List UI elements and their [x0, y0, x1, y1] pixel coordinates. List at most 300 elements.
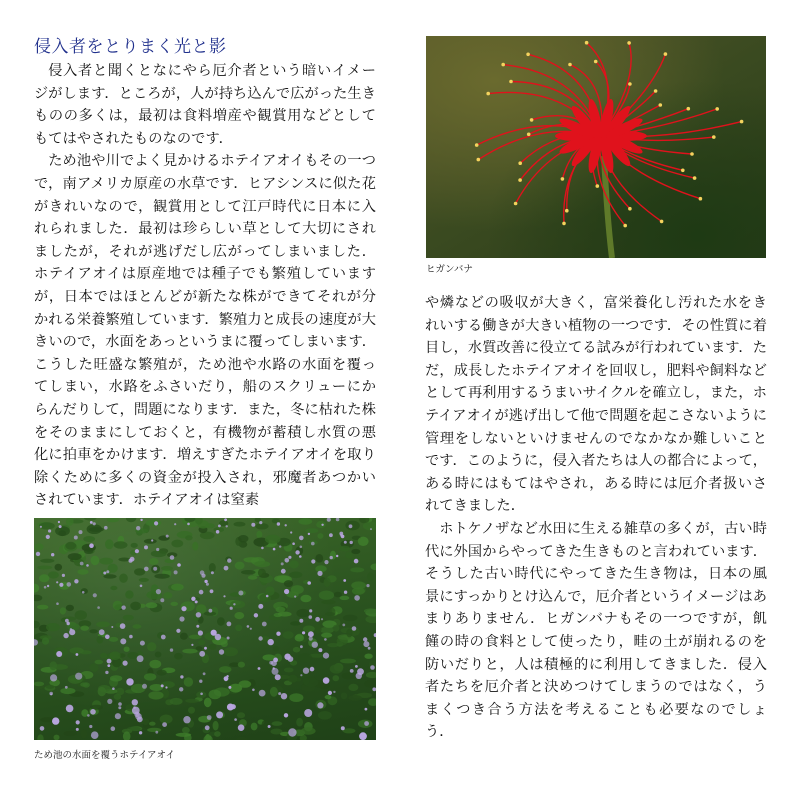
flower-mark: [174, 523, 176, 525]
leaf-mark: [60, 607, 66, 614]
flower-mark: [227, 558, 231, 562]
leaf-mark: [319, 591, 334, 600]
flower-mark: [63, 633, 68, 638]
flower-mark: [191, 644, 193, 646]
leaf-mark: [146, 602, 158, 608]
leaf-mark: [55, 564, 63, 571]
flower-mark: [329, 533, 333, 537]
leaf-mark: [352, 587, 365, 594]
flower-mark: [129, 635, 133, 639]
flower-mark: [161, 684, 164, 687]
anther-mark: [628, 82, 632, 86]
flower-mark: [62, 574, 65, 577]
leaf-mark: [317, 533, 323, 539]
leaf-mark: [325, 695, 332, 699]
flower-mark: [295, 550, 299, 554]
leaf-mark: [235, 562, 245, 570]
flower-mark: [142, 684, 147, 689]
flower-mark: [272, 668, 279, 675]
leaf-mark: [366, 672, 376, 678]
flower-mark: [323, 677, 330, 684]
leaf-mark: [174, 653, 183, 660]
leaf-mark: [327, 643, 339, 647]
leaf-mark: [160, 715, 173, 724]
flower-mark: [176, 629, 180, 633]
left-text-column: [34, 60, 376, 510]
flower-mark: [107, 659, 112, 664]
flower-mark: [52, 717, 59, 724]
flower-mark: [258, 604, 263, 609]
flower-mark: [199, 651, 205, 657]
flower-mark: [204, 580, 207, 583]
leaf-mark: [365, 616, 376, 624]
leaf-mark: [37, 734, 43, 740]
flower-mark: [276, 632, 280, 636]
flower-mark: [230, 607, 233, 610]
leaf-mark: [34, 543, 43, 550]
leaf-mark: [305, 528, 318, 533]
flower-mark: [196, 625, 199, 628]
leaf-mark: [46, 685, 55, 689]
leaf-mark: [182, 727, 190, 734]
leaf-mark: [83, 536, 95, 542]
flower-mark: [281, 569, 286, 574]
flower-mark: [372, 687, 376, 691]
flower-mark: [47, 585, 49, 587]
flower-mark: [111, 726, 116, 731]
leaf-mark: [348, 684, 358, 691]
leaf-mark: [265, 535, 281, 544]
leaf-mark: [303, 677, 309, 685]
flower-mark: [312, 642, 318, 648]
leaf-mark: [289, 693, 303, 702]
leaf-mark: [98, 687, 106, 696]
flower-mark: [299, 555, 302, 558]
leaf-mark: [171, 540, 183, 548]
leaf-mark: [126, 518, 137, 522]
flower-mark: [58, 521, 60, 523]
leaf-mark: [42, 637, 49, 645]
flower-mark: [227, 704, 234, 711]
flower-mark: [91, 731, 99, 739]
leaf-mark: [364, 654, 372, 659]
anther-mark: [527, 133, 531, 137]
anther-mark: [659, 103, 663, 107]
flower-mark: [121, 605, 125, 609]
flower-mark: [135, 549, 139, 553]
flower-mark: [343, 579, 346, 582]
flower-mark: [65, 686, 68, 689]
leaf-mark: [251, 723, 258, 731]
leaf-mark: [75, 610, 87, 620]
flower-mark: [82, 591, 85, 594]
flower-mark: [132, 707, 140, 715]
leaf-mark: [314, 624, 321, 633]
flower-mark: [363, 637, 367, 641]
flower-mark: [99, 629, 105, 635]
leaf-mark: [96, 621, 110, 627]
leaf-mark: [239, 680, 252, 687]
flower-mark: [321, 524, 323, 526]
flower-mark: [273, 667, 275, 669]
leaf-mark: [114, 541, 128, 548]
flower-mark: [226, 525, 228, 527]
leaf-mark: [97, 636, 104, 644]
flower-mark: [309, 615, 313, 619]
flower-mark: [302, 631, 305, 634]
flower-mark: [50, 693, 52, 695]
leaf-mark: [182, 649, 197, 654]
flower-mark: [56, 602, 59, 605]
leaf-mark: [320, 627, 334, 634]
leaf-mark: [219, 666, 231, 673]
leaf-mark: [258, 569, 266, 577]
flower-mark: [132, 699, 138, 705]
anther-mark: [660, 220, 664, 224]
flower-mark: [304, 709, 312, 717]
flower-mark: [74, 579, 78, 583]
leaf-mark: [289, 572, 302, 579]
flower-mark: [268, 725, 271, 728]
flower-mark: [299, 619, 303, 623]
flower-mark: [199, 680, 202, 683]
leaf-mark: [343, 615, 358, 622]
leaf-mark: [348, 695, 362, 701]
flower-mark: [311, 542, 315, 546]
flower-mark: [36, 552, 40, 556]
leaf-mark: [184, 677, 193, 687]
leaf-mark: [80, 729, 87, 738]
flower-mark: [206, 583, 209, 586]
flower-mark: [166, 535, 169, 538]
flower-mark: [327, 518, 331, 522]
flower-mark: [317, 571, 322, 576]
leaf-mark: [110, 586, 117, 590]
anther-mark: [501, 63, 505, 67]
water-hyacinth-photo: [34, 518, 376, 740]
flower-mark: [262, 622, 267, 627]
leaf-mark: [123, 615, 134, 621]
leaf-mark: [40, 559, 54, 563]
flower-mark: [203, 672, 206, 675]
leaf-mark: [37, 566, 52, 570]
flower-mark: [140, 519, 142, 521]
flower-mark: [317, 702, 323, 708]
flower-mark: [350, 669, 354, 673]
flower-mark: [76, 728, 79, 731]
flower-mark: [170, 648, 173, 651]
flower-mark: [336, 518, 340, 521]
flower-mark: [285, 524, 287, 526]
leaf-mark: [105, 539, 114, 549]
leaf-mark: [270, 687, 278, 697]
flower-mark: [133, 706, 136, 709]
flower-mark: [273, 548, 276, 551]
flower-mark: [344, 591, 347, 594]
flower-mark: [359, 732, 367, 740]
flower-mark: [219, 649, 224, 654]
flower-mark: [366, 584, 369, 587]
flower-mark: [370, 528, 372, 530]
flower-mark: [111, 626, 113, 628]
flower-mark: [165, 686, 167, 688]
flower-mark: [204, 647, 207, 650]
leaf-mark: [48, 571, 59, 578]
flower-mark: [144, 545, 148, 549]
flower-mark: [137, 655, 144, 662]
leaf-mark: [100, 653, 107, 659]
leaf-mark: [109, 651, 120, 660]
flower-mark: [79, 530, 83, 534]
leaf-mark: [131, 543, 138, 548]
leaf-mark: [198, 640, 205, 645]
flower-mark: [195, 600, 198, 603]
flower-mark: [258, 636, 262, 640]
leaf-mark: [254, 561, 270, 567]
leaf-mark: [185, 535, 193, 540]
leaf-mark: [144, 673, 156, 680]
leaf-mark: [283, 631, 294, 639]
leaf-mark: [34, 595, 42, 602]
anther-mark: [518, 161, 522, 165]
anther-mark: [690, 152, 694, 156]
leaf-mark: [80, 682, 88, 686]
anther-mark: [565, 209, 569, 213]
right-text-column: [425, 292, 767, 742]
flower-mark: [126, 678, 133, 685]
flower-mark: [196, 612, 201, 617]
flower-mark: [238, 724, 245, 731]
leaf-mark: [213, 721, 219, 731]
flower-mark: [324, 638, 327, 641]
red-spider-lily-illustration: [426, 36, 766, 258]
flower-mark: [89, 543, 94, 548]
anther-mark: [585, 41, 589, 45]
leaf-mark: [354, 656, 361, 660]
flower-mark: [223, 595, 225, 597]
flower-mark: [112, 687, 115, 690]
red-spider-lily-photo: [426, 36, 766, 258]
flower-mark: [216, 711, 223, 718]
anther-mark: [568, 63, 572, 67]
flower-mark: [93, 522, 96, 525]
red-spider-lily-caption: ヒガンバナ: [426, 264, 473, 275]
flower-mark: [198, 630, 203, 635]
flower-mark: [251, 523, 255, 527]
leaf-mark: [148, 691, 163, 699]
flower-mark: [355, 665, 358, 668]
flower-mark: [288, 656, 294, 662]
leaf-mark: [171, 584, 184, 591]
flower-mark: [118, 706, 121, 709]
anther-mark: [627, 41, 631, 45]
flower-mark: [333, 691, 335, 693]
leaf-mark: [298, 653, 312, 662]
flower-mark: [205, 725, 210, 730]
flower-mark: [106, 570, 109, 573]
flower-mark: [300, 674, 302, 676]
water-hyacinth-caption: ため池の水面を覆うホテイアオイ: [34, 750, 175, 761]
flower-mark: [318, 648, 322, 652]
leaf-mark: [351, 549, 360, 554]
water-hyacinth-illustration: [34, 518, 376, 740]
leaf-mark: [214, 731, 221, 737]
flower-mark: [209, 609, 213, 613]
flower-mark: [40, 526, 42, 528]
anther-mark: [530, 118, 534, 122]
flower-mark: [139, 731, 142, 734]
leaf-mark: [84, 549, 93, 554]
leaf-mark: [99, 558, 113, 565]
flower-mark: [216, 530, 220, 534]
flower-mark: [284, 589, 289, 594]
flower-mark: [352, 626, 357, 631]
anther-mark: [475, 143, 479, 147]
anther-mark: [526, 53, 530, 57]
flower-mark: [177, 563, 181, 567]
flower-mark: [74, 536, 78, 540]
flower-mark: [75, 673, 82, 680]
leaf-mark: [90, 705, 103, 710]
flower-mark: [105, 635, 110, 640]
flower-mark: [59, 583, 63, 587]
anther-mark: [693, 176, 697, 180]
leaf-mark: [346, 629, 352, 638]
flower-mark: [40, 726, 45, 731]
flower-mark: [285, 558, 290, 563]
leaf-mark: [272, 721, 283, 726]
flower-mark: [107, 699, 112, 704]
flower-mark: [80, 562, 84, 566]
leaf-mark: [55, 526, 70, 536]
leaf-mark: [237, 737, 248, 740]
leaf-mark: [54, 735, 60, 740]
anther-mark: [699, 197, 703, 201]
flower-mark: [275, 674, 281, 680]
leaf-mark: [46, 623, 60, 631]
flower-mark: [161, 635, 166, 640]
flower-mark: [140, 585, 143, 588]
flower-mark: [97, 606, 100, 609]
flower-mark: [120, 623, 126, 629]
leaf-mark: [65, 542, 76, 550]
flower-mark: [86, 564, 89, 567]
flower-mark: [65, 619, 69, 623]
flower-mark: [294, 596, 296, 598]
flower-mark: [269, 661, 273, 665]
flower-mark: [162, 722, 167, 727]
leaf-mark: [345, 552, 353, 559]
flower-mark: [144, 567, 149, 572]
leaf-mark: [149, 722, 156, 726]
leaf-mark: [50, 661, 58, 670]
leaf-mark: [209, 644, 216, 650]
leaf-mark: [130, 602, 141, 611]
leaf-mark: [334, 592, 342, 597]
flower-mark: [179, 616, 184, 621]
flower-mark: [300, 645, 303, 648]
leaf-mark: [132, 624, 141, 628]
leaf-mark: [170, 698, 183, 705]
leaf-mark: [161, 566, 173, 571]
leaf-mark: [301, 727, 316, 734]
leaf-mark: [149, 558, 158, 565]
flower-mark: [254, 613, 258, 617]
leaf-mark: [350, 567, 364, 572]
flower-mark: [233, 603, 235, 605]
leaf-mark: [324, 578, 331, 587]
flower-mark: [247, 625, 250, 628]
leaf-mark: [147, 728, 161, 732]
leaf-mark: [70, 647, 84, 653]
leaf-mark: [290, 621, 301, 625]
anther-mark: [681, 169, 685, 173]
leaf-mark: [333, 675, 340, 681]
leaf-mark: [84, 518, 96, 521]
leaf-mark: [321, 633, 332, 638]
flower-mark: [56, 581, 58, 583]
leaf-mark: [364, 680, 376, 688]
flower-mark: [309, 609, 312, 612]
flower-mark: [51, 553, 54, 556]
flower-mark: [228, 686, 231, 689]
anther-mark: [712, 135, 716, 139]
flower-mark: [104, 526, 108, 530]
leaf-mark: [155, 652, 162, 658]
anther-mark: [715, 107, 719, 111]
flower-mark: [308, 631, 314, 637]
flower-mark: [211, 571, 214, 574]
leaf-mark: [303, 626, 315, 633]
flower-mark: [227, 622, 232, 627]
flower-mark: [365, 708, 368, 711]
leaf-mark: [291, 585, 304, 594]
flower-mark: [303, 668, 309, 674]
flower-mark: [310, 667, 315, 672]
leaf-mark: [188, 707, 195, 714]
flower-mark: [199, 590, 204, 595]
leaf-mark: [39, 574, 49, 582]
flower-mark: [341, 726, 345, 730]
flower-mark: [115, 713, 121, 719]
flower-mark: [342, 624, 345, 627]
flower-mark: [281, 562, 284, 565]
leaf-mark: [243, 557, 259, 562]
leaf-mark: [180, 633, 188, 640]
flower-mark: [311, 559, 315, 563]
flower-mark: [273, 658, 278, 663]
leaf-mark: [367, 572, 374, 581]
flower-mark: [107, 664, 110, 667]
leaf-mark: [149, 660, 161, 669]
anther-mark: [628, 207, 632, 211]
leaf-mark: [288, 675, 298, 683]
flower-mark: [374, 633, 376, 637]
flower-mark: [340, 534, 343, 537]
flower-mark: [238, 591, 243, 596]
leaf-mark: [113, 601, 123, 611]
anther-mark: [486, 92, 490, 96]
flower-mark: [288, 556, 291, 559]
leaf-mark: [300, 595, 311, 602]
leaf-mark: [147, 642, 156, 651]
flower-mark: [300, 546, 303, 549]
flower-mark: [323, 653, 329, 659]
leaf-mark: [284, 580, 293, 587]
leaf-mark: [358, 537, 369, 546]
leaf-mark: [223, 647, 238, 656]
anther-mark: [514, 202, 518, 206]
